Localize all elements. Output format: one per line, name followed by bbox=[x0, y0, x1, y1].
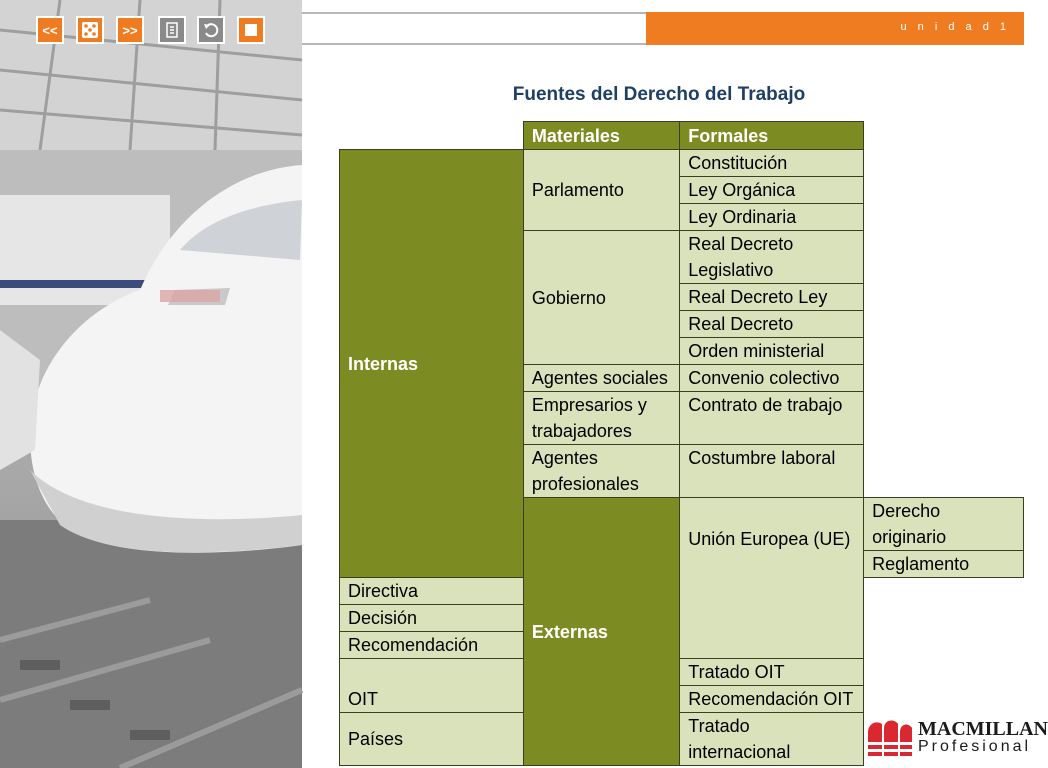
material-cell: Unión Europea (UE) bbox=[680, 498, 864, 659]
next-label: >> bbox=[122, 22, 138, 38]
formal-cell: Decisión bbox=[340, 605, 524, 632]
next-button[interactable] bbox=[116, 16, 144, 44]
material-cell: Empresarios y trabajadores bbox=[523, 392, 679, 445]
list-icon bbox=[164, 22, 180, 38]
group-internas: Internas bbox=[340, 150, 524, 578]
formal-cell: Directiva bbox=[340, 578, 524, 605]
table-header-row bbox=[340, 122, 1024, 150]
stop-icon bbox=[245, 24, 257, 36]
formal-cell: Real Decreto Ley bbox=[680, 284, 864, 311]
formal-cell: Reglamento bbox=[864, 551, 1024, 578]
undo-icon bbox=[202, 21, 220, 39]
stop-button[interactable] bbox=[237, 16, 265, 44]
material-cell: Países bbox=[340, 713, 524, 766]
formal-cell: Tratado OIT bbox=[680, 659, 864, 686]
unit-label: u n i d a d 1 bbox=[900, 21, 1010, 33]
material-cell: OIT bbox=[340, 659, 524, 713]
header-materiales: Materiales bbox=[523, 122, 679, 150]
formal-cell: Contrato de trabajo bbox=[680, 392, 864, 445]
formal-cell: Tratado internacional bbox=[680, 713, 864, 766]
material-cell: Gobierno bbox=[523, 231, 679, 365]
macmillan-emblem-icon bbox=[866, 718, 914, 758]
table-row bbox=[340, 659, 1024, 686]
formal-cell: Constitución bbox=[680, 150, 864, 177]
table-row bbox=[340, 150, 1024, 177]
dice-icon bbox=[81, 21, 99, 39]
material-cell: Agentes profesionales bbox=[523, 445, 679, 498]
back-button[interactable] bbox=[197, 16, 225, 44]
page-title: Fuentes del Derecho del Trabajo bbox=[512, 84, 806, 105]
header-blank-cell bbox=[340, 122, 524, 150]
logo-line2: Profesional bbox=[918, 738, 1032, 755]
material-cell: Agentes sociales bbox=[523, 365, 679, 392]
formal-cell: Derecho originario bbox=[864, 498, 1024, 551]
header-formales: Formales bbox=[680, 122, 864, 150]
formal-cell: Costumbre laboral bbox=[680, 445, 864, 498]
formal-cell: Real Decreto Legislativo bbox=[680, 231, 864, 284]
index-button[interactable] bbox=[158, 16, 186, 44]
formal-cell: Convenio colectivo bbox=[680, 365, 864, 392]
formal-cell: Ley Orgánica bbox=[680, 177, 864, 204]
previous-button[interactable] bbox=[36, 16, 64, 44]
previous-label: << bbox=[42, 22, 58, 38]
top-bar bbox=[302, 12, 646, 45]
logo-line1: MACMILLAN bbox=[918, 718, 1048, 740]
formal-cell: Real Decreto bbox=[680, 311, 864, 338]
formal-cell: Recomendación bbox=[340, 632, 524, 659]
formal-cell: Recomendación OIT bbox=[680, 686, 864, 713]
menu-button[interactable] bbox=[76, 16, 104, 44]
train-photo bbox=[0, 0, 302, 768]
group-externas: Externas bbox=[523, 498, 679, 766]
formal-cell: Ley Ordinaria bbox=[680, 204, 864, 231]
formal-cell: Orden ministerial bbox=[680, 338, 864, 365]
macmillan-logo bbox=[866, 716, 1048, 760]
sources-table bbox=[339, 121, 1024, 766]
material-cell: Parlamento bbox=[523, 150, 679, 231]
